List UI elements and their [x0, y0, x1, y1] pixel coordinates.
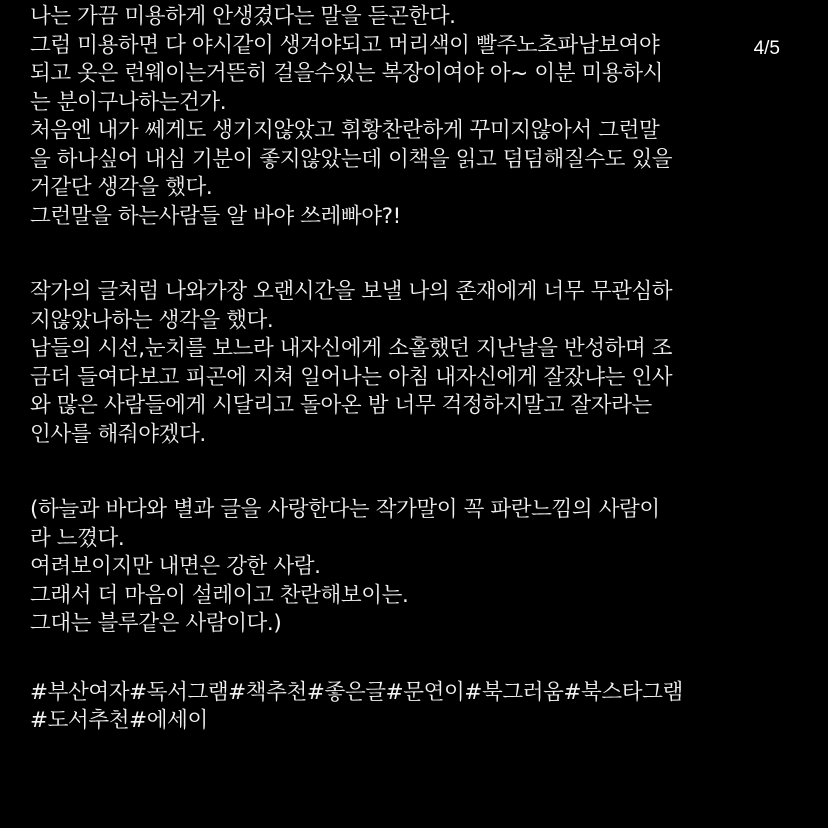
- caption-line: 와 많은 사람들에게 시달리고 돌아온 밤 너무 걱정하지말고 잘자라는: [30, 393, 652, 418]
- caption-line: 금더 들여다보고 피곤에 지쳐 일어나는 아침 내자신에게 잘잤냐는 인사: [30, 364, 673, 390]
- caption-line: 그런말을 하는사람들 알 바야 쓰레빠야?!: [30, 203, 401, 229]
- paragraph-gap: [30, 449, 805, 496]
- paragraph-gap: [30, 231, 805, 278]
- caption-line: 작가의 글처럼 나와가장 오랜시간을 보낼 나의 존재에게 너무 무관심하: [30, 279, 673, 304]
- post-caption: [30, 3, 805, 736]
- caption-line: 남들의 시선,눈치를 보느라 내자신에게 소홀했던 지난날을 반성하며 조: [30, 336, 673, 361]
- caption-line: 거같단 생각을 했다.: [30, 175, 213, 200]
- caption-line: 인사를 해줘야겠다.: [30, 421, 206, 447]
- caption-line: 그대는 블루같은 사람이다.): [30, 611, 282, 636]
- caption-line: 을 하나싶어 내심 기분이 좋지않았는데 이책을 읽고 덤덤해질수도 있을: [30, 146, 673, 172]
- caption-line: 나는 가끔 미용하게 안생겼다는 말을 듣곤한다.: [30, 4, 456, 29]
- caption-line: 그럼 미용하면 다 야시같이 생겨야되고 머리색이 빨주노초파남보여야: [30, 32, 660, 58]
- hashtag-line[interactable]: #부산여자#독서그램#책추천#좋은글#문연이#북그러움#북스타그램: [30, 679, 683, 705]
- paragraph-gap: [30, 639, 805, 679]
- page-counter-badge: 4/5: [746, 36, 788, 62]
- caption-line: 그래서 더 마음이 설레이고 찬란해보이는.: [30, 582, 409, 608]
- caption-line: 지않았나하는 생각을 했다.: [30, 307, 274, 333]
- caption-line: (하늘과 바다와 별과 글을 사랑한다는 작가말이 꼭 파란느낌의 사람이: [30, 497, 660, 522]
- caption-line: 여려보이지만 내면은 강한 사람.: [30, 554, 321, 579]
- caption-line: 되고 옷은 런웨이는거뜬히 걸을수있는 복장이여야 아~ 이분 미용하시: [30, 61, 663, 86]
- caption-line: 는 분이구나하는건가.: [30, 89, 227, 115]
- caption-line: 처음엔 내가 쎄게도 생기지않았고 휘황찬란하게 꾸미지않아서 그런말: [30, 118, 660, 143]
- caption-line: 라 느꼈다.: [30, 525, 125, 551]
- hashtag-line[interactable]: #도서추천#에세이: [30, 708, 208, 733]
